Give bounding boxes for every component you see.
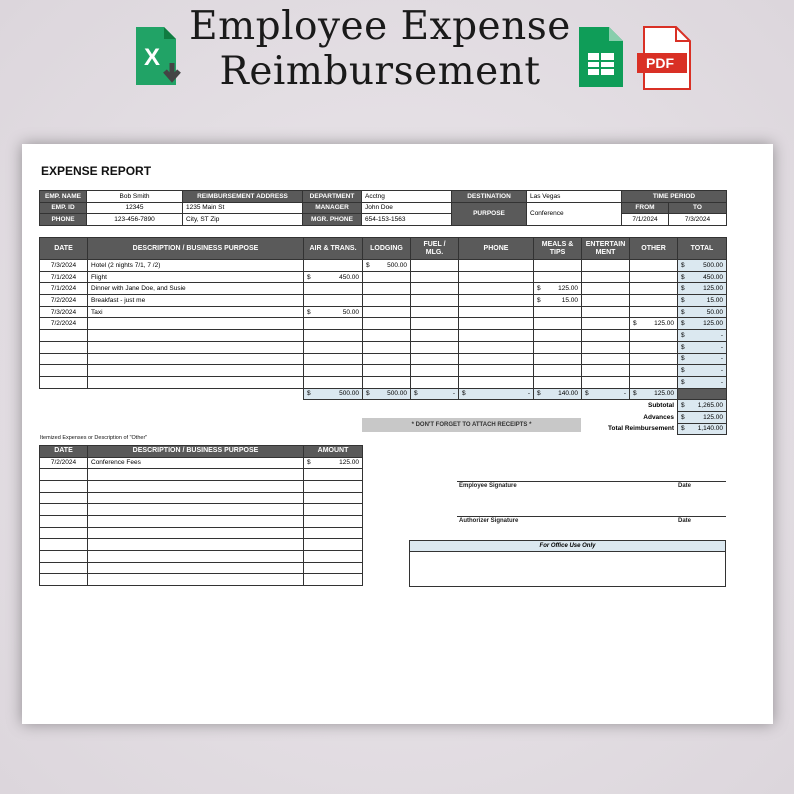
column-header-ent: ENTERTAIN MENT	[582, 238, 630, 260]
expense-cell-ent[interactable]	[582, 330, 630, 342]
currency-symbol: $	[537, 390, 541, 398]
itemized-row	[40, 480, 363, 492]
expense-cell-other[interactable]	[630, 376, 678, 388]
currency-symbol: $	[307, 308, 311, 316]
amount: 15.00	[706, 296, 723, 304]
itemized-cell-date[interactable]	[40, 562, 88, 574]
expense-cell-meals[interactable]	[534, 283, 582, 295]
expense-cell-meals[interactable]	[534, 365, 582, 377]
expense-cell-desc[interactable]: Hotel (2 nights 7/1, 7 /2)	[88, 260, 304, 272]
expense-cell-lodging[interactable]	[363, 341, 411, 353]
expense-cell-desc[interactable]	[88, 353, 304, 365]
advances-amount: 125.00	[703, 413, 723, 421]
itemized-cell-date[interactable]	[40, 527, 88, 539]
expense-cell-desc[interactable]	[88, 341, 304, 353]
expense-cell-total	[678, 283, 727, 295]
expense-cell-total	[678, 376, 727, 388]
expense-cell-fuel[interactable]	[411, 353, 459, 365]
itemized-cell-date[interactable]	[40, 515, 88, 527]
expense-cell-phone[interactable]	[459, 283, 534, 295]
expense-cell-phone[interactable]	[459, 306, 534, 318]
subtotal-amount: 1,265.00	[697, 402, 723, 410]
currency-symbol: $	[681, 413, 685, 421]
employee-info-table	[39, 190, 727, 226]
expense-row	[40, 376, 727, 388]
itemized-cell-desc[interactable]	[88, 480, 304, 492]
attach-receipts-reminder: * DON'T FORGET TO ATTACH RECEIPTS *	[362, 418, 581, 432]
amount: 450.00	[339, 273, 359, 281]
phone-value[interactable]: 123-456-7890	[87, 214, 183, 226]
currency-symbol: $	[681, 425, 685, 433]
expense-cell-fuel[interactable]	[411, 306, 459, 318]
expense-cell-air[interactable]	[304, 295, 363, 307]
pdf-icon	[636, 25, 694, 91]
expense-cell-ent[interactable]	[582, 341, 630, 353]
expense-cell-ent[interactable]	[582, 376, 630, 388]
employee-signature-label: Employee Signature	[459, 483, 517, 489]
expense-cell-total	[678, 306, 727, 318]
currency-symbol: $	[307, 390, 311, 398]
expense-cell-date[interactable]: 7/1/2024	[40, 283, 88, 295]
expense-cell-total	[678, 295, 727, 307]
totals-corner	[678, 388, 727, 400]
currency-symbol: $	[414, 390, 418, 398]
currency-symbol: $	[681, 273, 685, 281]
expense-cell-phone[interactable]	[459, 353, 534, 365]
expense-cell-fuel[interactable]	[411, 260, 459, 272]
expense-cell-total	[678, 260, 727, 272]
expense-cell-fuel[interactable]	[411, 283, 459, 295]
itemized-cell-desc[interactable]	[88, 469, 304, 481]
amount: 500.00	[703, 261, 723, 269]
expense-cell-meals[interactable]	[534, 271, 582, 283]
amount: 125.00	[558, 285, 578, 293]
expense-cell-desc[interactable]: Taxi	[88, 306, 304, 318]
expense-row	[40, 353, 727, 365]
itemized-note: Itemized Expenses or Description of "Other"	[40, 435, 148, 441]
expense-cell-air[interactable]	[304, 376, 363, 388]
column-total-amount: 500.00	[387, 390, 407, 398]
currency-symbol: $	[681, 367, 685, 375]
purpose-label: PURPOSE	[452, 202, 527, 225]
expense-cell-total	[678, 365, 727, 377]
employee-signature-line[interactable]	[457, 481, 726, 482]
expense-cell-air[interactable]	[304, 306, 363, 318]
expense-cell-ent[interactable]	[582, 260, 630, 272]
itemized-cell-amount[interactable]	[304, 504, 363, 516]
total-reimbursement-amount: 1,140.00	[697, 425, 723, 433]
itemized-cell-amount[interactable]	[304, 469, 363, 481]
expense-cell-date[interactable]	[40, 353, 88, 365]
itemized-cell-date[interactable]	[40, 539, 88, 551]
currency-symbol: $	[681, 308, 685, 316]
itemized-row	[40, 492, 363, 504]
expense-cell-fuel[interactable]	[411, 341, 459, 353]
expense-cell-other[interactable]	[630, 260, 678, 272]
itemized-cell-amount[interactable]	[304, 562, 363, 574]
column-total-amount: 125.00	[654, 390, 674, 398]
expense-cell-desc[interactable]	[88, 318, 304, 330]
expense-row	[40, 318, 727, 330]
expense-cell-date[interactable]	[40, 330, 88, 342]
from-label: FROM	[622, 202, 669, 214]
expense-cell-ent[interactable]	[582, 306, 630, 318]
advances-label: Advances	[643, 413, 674, 421]
expense-row	[40, 341, 727, 353]
pdf-label: PDF	[646, 55, 674, 71]
expense-cell-total	[678, 353, 727, 365]
expense-cell-air[interactable]	[304, 341, 363, 353]
itemized-cell-date[interactable]	[40, 504, 88, 516]
expense-row	[40, 260, 727, 272]
reimb-address-label: REIMBURSEMENT ADDRESS	[183, 191, 303, 203]
column-header-date: DATE	[40, 238, 88, 260]
itemized-cell-amount[interactable]	[304, 551, 363, 563]
expense-cell-meals[interactable]	[534, 341, 582, 353]
expense-cell-phone[interactable]	[459, 376, 534, 388]
address-line1[interactable]: 1235 Main St	[183, 202, 303, 214]
itemized-header-desc: DESCRIPTION / BUSINESS PURPOSE	[88, 446, 304, 458]
expense-cell-desc[interactable]: Dinner with Jane Doe, and Susie	[88, 283, 304, 295]
expense-row	[40, 365, 727, 377]
itemized-table	[39, 445, 363, 586]
expense-cell-other[interactable]	[630, 341, 678, 353]
column-total-amount: 500.00	[339, 390, 359, 398]
currency-symbol: $	[681, 331, 685, 339]
expense-cell-other[interactable]	[630, 353, 678, 365]
expense-cell-other[interactable]	[630, 306, 678, 318]
expense-cell-fuel[interactable]	[411, 376, 459, 388]
itemized-cell-desc[interactable]	[88, 492, 304, 504]
subtotal-label: Subtotal	[648, 402, 674, 410]
itemized-cell-amount[interactable]	[304, 515, 363, 527]
itemized-row	[40, 562, 363, 574]
amount: -	[720, 343, 723, 351]
itemized-row	[40, 574, 363, 586]
expense-cell-air[interactable]	[304, 353, 363, 365]
expense-cell-lodging[interactable]	[363, 295, 411, 307]
expense-cell-meals[interactable]	[534, 295, 582, 307]
expense-cell-date[interactable]: 7/2/2024	[40, 295, 88, 307]
column-header-desc: DESCRIPTION / BUSINESS PURPOSE	[88, 238, 304, 260]
itemized-header-date: DATE	[40, 446, 88, 458]
currency-symbol: $	[537, 296, 541, 304]
amount: -	[720, 355, 723, 363]
column-total-lodging	[363, 388, 411, 400]
office-use-header: For Office Use Only	[410, 541, 725, 552]
expense-cell-other[interactable]	[630, 365, 678, 377]
expense-row	[40, 271, 727, 283]
currency-symbol: $	[307, 459, 311, 467]
expense-cell-date[interactable]: 7/3/2024	[40, 260, 88, 272]
google-sheets-icon	[577, 25, 625, 91]
expense-cell-phone[interactable]	[459, 365, 534, 377]
itemized-cell-amount[interactable]	[304, 539, 363, 551]
itemized-cell-date[interactable]	[40, 469, 88, 481]
amount: -	[720, 331, 723, 339]
itemized-cell-amount[interactable]	[304, 480, 363, 492]
itemized-row	[40, 527, 363, 539]
column-header-lodging: LODGING	[363, 238, 411, 260]
expense-row	[40, 295, 727, 307]
itemized-cell-desc[interactable]	[88, 527, 304, 539]
emp-name-value[interactable]: Bob Smith	[87, 191, 183, 203]
expense-cell-phone[interactable]	[459, 260, 534, 272]
emp-id-value[interactable]: 12345	[87, 202, 183, 214]
department-value[interactable]: Acctng	[362, 191, 452, 203]
itemized-cell-amount[interactable]	[304, 527, 363, 539]
amount: 15.00	[561, 296, 578, 304]
expense-cell-air[interactable]	[304, 365, 363, 377]
expense-cell-total	[678, 318, 727, 330]
emp-name-label: EMP. NAME	[40, 191, 87, 203]
column-total-amount: -	[623, 390, 626, 398]
itemized-row	[40, 539, 363, 551]
itemized-row	[40, 504, 363, 516]
expense-cell-meals[interactable]	[534, 260, 582, 272]
column-total-meals	[534, 388, 582, 400]
expense-cell-lodging[interactable]	[363, 306, 411, 318]
expense-cell-desc[interactable]	[88, 376, 304, 388]
expense-cell-desc[interactable]	[88, 330, 304, 342]
itemized-cell-date[interactable]	[40, 492, 88, 504]
expense-cell-fuel[interactable]	[411, 330, 459, 342]
expense-row	[40, 330, 727, 342]
expense-cell-other[interactable]	[630, 283, 678, 295]
authorizer-signature-label: Authorizer Signature	[459, 518, 519, 524]
column-total-air	[304, 388, 363, 400]
expense-cell-phone[interactable]	[459, 318, 534, 330]
mgr-phone-label: MGR. PHONE	[303, 214, 362, 226]
address-line2[interactable]: City, ST Zip	[183, 214, 303, 226]
amount: 50.00	[706, 308, 723, 316]
expense-cell-ent[interactable]	[582, 283, 630, 295]
expense-cell-lodging[interactable]	[363, 283, 411, 295]
expense-cell-fuel[interactable]	[411, 271, 459, 283]
expense-cell-total	[678, 271, 727, 283]
expense-cell-meals[interactable]	[534, 330, 582, 342]
expense-cell-date[interactable]	[40, 341, 88, 353]
column-total-amount: -	[527, 390, 530, 398]
expense-cell-air[interactable]	[304, 283, 363, 295]
report-title: EXPENSE REPORT	[41, 164, 152, 178]
expense-cell-other[interactable]	[630, 271, 678, 283]
manager-value[interactable]: John Doe	[362, 202, 452, 214]
itemized-cell-desc[interactable]	[88, 515, 304, 527]
expense-row	[40, 283, 727, 295]
column-header-meals: MEALS & TIPS	[534, 238, 582, 260]
itemized-cell-desc[interactable]	[88, 574, 304, 586]
currency-symbol: $	[537, 285, 541, 293]
expense-cell-date[interactable]: 7/3/2024	[40, 306, 88, 318]
column-header-phone: PHONE	[459, 238, 534, 260]
itemized-row	[40, 551, 363, 563]
expense-cell-meals[interactable]	[534, 376, 582, 388]
time-period-label: TIME PERIOD	[622, 191, 727, 203]
expense-cell-lodging[interactable]	[363, 365, 411, 377]
expense-cell-date[interactable]	[40, 376, 88, 388]
column-totals-row	[40, 388, 727, 400]
phone-label: PHONE	[40, 214, 87, 226]
expense-cell-desc[interactable]	[88, 365, 304, 377]
destination-value[interactable]: Las Vegas	[527, 191, 622, 203]
expense-cell-lodging[interactable]	[363, 376, 411, 388]
manager-label: MANAGER	[303, 202, 362, 214]
advances-value[interactable]	[678, 411, 727, 423]
totals-spacer	[40, 388, 304, 400]
expense-cell-air[interactable]	[304, 260, 363, 272]
itemized-cell-desc[interactable]	[88, 551, 304, 563]
expense-cell-date[interactable]: 7/1/2024	[40, 271, 88, 283]
expense-cell-fuel[interactable]	[411, 295, 459, 307]
expense-cell-lodging[interactable]	[363, 353, 411, 365]
expense-cell-phone[interactable]	[459, 341, 534, 353]
expense-cell-total	[678, 330, 727, 342]
currency-symbol: $	[585, 390, 589, 398]
expense-cell-lodging[interactable]	[363, 260, 411, 272]
excel-letter: X	[144, 44, 161, 71]
currency-symbol: $	[681, 320, 685, 328]
banner-title-line1: Employee Expense	[189, 4, 571, 49]
expense-cell-ent[interactable]	[582, 353, 630, 365]
itemized-row	[40, 457, 363, 469]
currency-symbol: $	[681, 296, 685, 304]
currency-symbol: $	[681, 378, 685, 386]
expense-cell-desc[interactable]: Breakfast - just me	[88, 295, 304, 307]
itemized-cell-desc[interactable]	[88, 562, 304, 574]
expense-cell-phone[interactable]	[459, 271, 534, 283]
expense-cell-ent[interactable]	[582, 318, 630, 330]
expense-cell-other[interactable]	[630, 330, 678, 342]
itemized-row	[40, 469, 363, 481]
expense-cell-lodging[interactable]	[363, 271, 411, 283]
amount: 50.00	[342, 308, 359, 316]
amount: 125.00	[339, 459, 359, 467]
banner-title-line2: Reimbursement	[219, 49, 541, 94]
currency-symbol: $	[681, 343, 685, 351]
destination-label: DESTINATION	[452, 191, 527, 203]
emp-id-label: EMP. ID	[40, 202, 87, 214]
expense-report-sheet	[22, 144, 773, 724]
expense-cell-phone[interactable]	[459, 330, 534, 342]
column-total-phone	[459, 388, 534, 400]
purpose-value[interactable]: Conference	[527, 202, 622, 225]
itemized-cell-amount[interactable]	[304, 574, 363, 586]
expense-cell-meals[interactable]	[534, 306, 582, 318]
itemized-cell-amount[interactable]	[304, 457, 363, 469]
expense-cell-meals[interactable]	[534, 318, 582, 330]
currency-symbol: $	[681, 355, 685, 363]
amount: -	[720, 378, 723, 386]
department-label: DEPARTMENT	[303, 191, 362, 203]
subtotal-value	[678, 400, 727, 412]
expense-cell-other[interactable]	[630, 318, 678, 330]
currency-symbol: $	[681, 261, 685, 269]
itemized-cell-date[interactable]	[40, 551, 88, 563]
expense-cell-lodging[interactable]	[363, 330, 411, 342]
authorizer-date-label: Date	[678, 518, 692, 524]
expense-cell-fuel[interactable]	[411, 318, 459, 330]
expense-cell-desc[interactable]: Flight	[88, 271, 304, 283]
currency-symbol: $	[462, 390, 466, 398]
expense-cell-other[interactable]	[630, 295, 678, 307]
expense-cell-total	[678, 341, 727, 353]
expense-table	[39, 237, 727, 435]
expense-row	[40, 306, 727, 318]
column-header-other: OTHER	[630, 238, 678, 260]
currency-symbol: $	[681, 402, 685, 410]
employee-date-label: Date	[678, 483, 692, 489]
currency-symbol: $	[307, 273, 311, 281]
amount: 125.00	[703, 285, 723, 293]
expense-cell-ent[interactable]	[582, 295, 630, 307]
itemized-cell-desc[interactable]	[88, 539, 304, 551]
amount: 125.00	[703, 320, 723, 328]
column-total-other	[630, 388, 678, 400]
authorizer-signature-line[interactable]	[457, 516, 726, 517]
itemized-cell-date[interactable]	[40, 480, 88, 492]
column-total-fuel	[411, 388, 459, 400]
expense-cell-date[interactable]	[40, 365, 88, 377]
itemized-cell-desc[interactable]: Conference Fees	[88, 457, 304, 469]
expense-cell-air[interactable]	[304, 330, 363, 342]
currency-symbol: $	[633, 320, 637, 328]
to-label: TO	[669, 202, 727, 214]
amount: 450.00	[703, 273, 723, 281]
itemized-cell-date[interactable]	[40, 574, 88, 586]
expense-cell-date[interactable]: 7/2/2024	[40, 318, 88, 330]
currency-symbol: $	[366, 261, 370, 269]
itemized-cell-date[interactable]: 7/2/2024	[40, 457, 88, 469]
to-value[interactable]: 7/3/2024	[669, 214, 727, 226]
currency-symbol: $	[681, 285, 685, 293]
currency-symbol: $	[633, 390, 637, 398]
amount: 500.00	[387, 261, 407, 269]
column-total-amount: 140.00	[558, 390, 578, 398]
column-total-amount: -	[452, 390, 455, 398]
office-use-box	[409, 540, 726, 587]
amount: -	[720, 367, 723, 375]
itemized-cell-amount[interactable]	[304, 492, 363, 504]
currency-symbol: $	[366, 390, 370, 398]
expense-cell-air[interactable]	[304, 271, 363, 283]
itemized-row	[40, 515, 363, 527]
from-value[interactable]: 7/1/2024	[622, 214, 669, 226]
expense-cell-lodging[interactable]	[363, 318, 411, 330]
itemized-header-amount: AMOUNT	[304, 446, 363, 458]
column-header-fuel: FUEL / MLG.	[411, 238, 459, 260]
column-header-total: TOTAL	[678, 238, 727, 260]
column-header-air: AIR & TRANS.	[304, 238, 363, 260]
expense-cell-ent[interactable]	[582, 365, 630, 377]
expense-cell-phone[interactable]	[459, 295, 534, 307]
banner-title	[180, 4, 580, 94]
total-reimbursement-label: Total Reimbursement	[608, 425, 674, 433]
column-total-ent	[582, 388, 630, 400]
mgr-phone-value[interactable]: 654-153-1563	[362, 214, 452, 226]
itemized-cell-desc[interactable]	[88, 504, 304, 516]
expense-cell-air[interactable]	[304, 318, 363, 330]
expense-cell-fuel[interactable]	[411, 365, 459, 377]
total-reimbursement-value	[678, 423, 727, 435]
expense-cell-meals[interactable]	[534, 353, 582, 365]
amount: 125.00	[654, 320, 674, 328]
expense-cell-ent[interactable]	[582, 271, 630, 283]
